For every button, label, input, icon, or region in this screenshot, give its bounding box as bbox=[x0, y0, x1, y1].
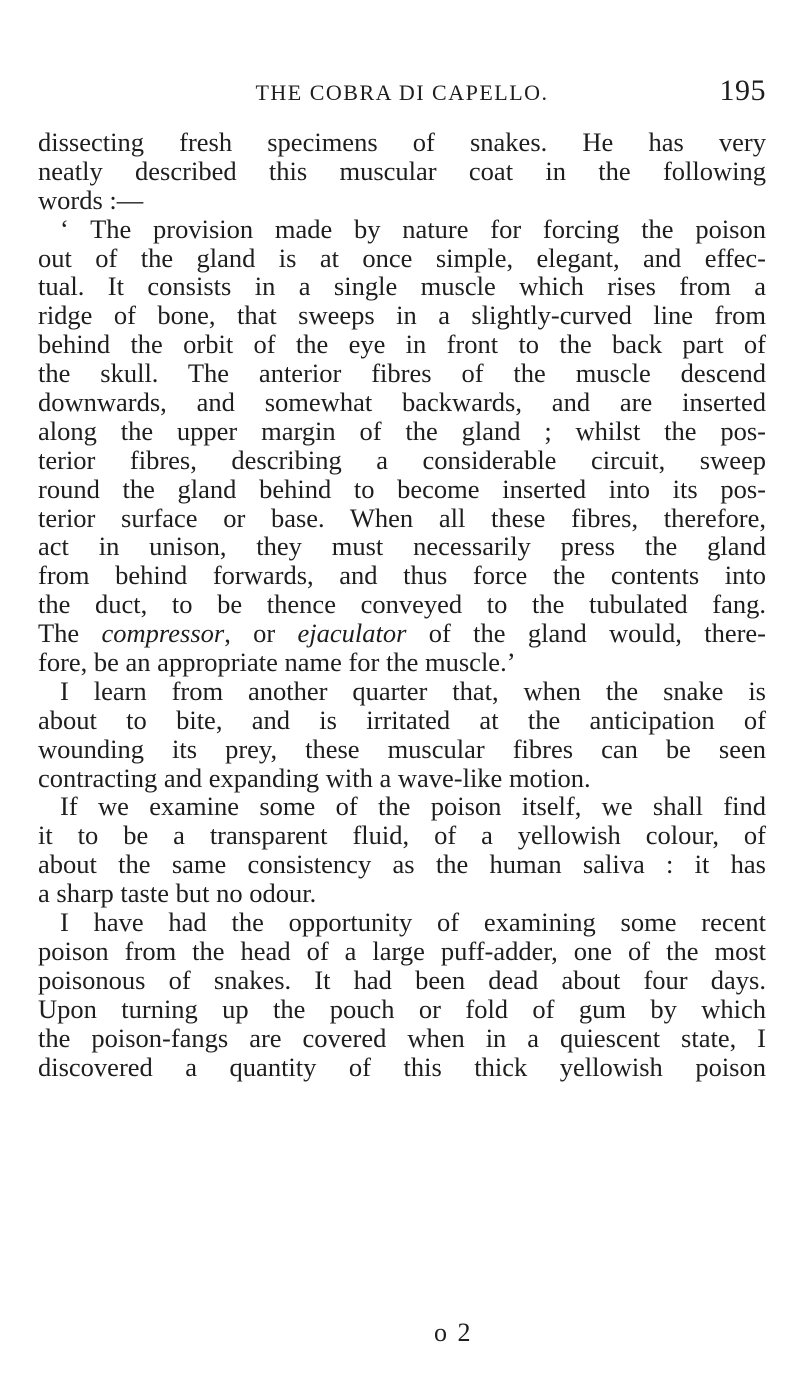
text-line: the skull. The anterior fibres of the muscle descend bbox=[38, 358, 766, 389]
text-line: I learn from another quarter that, when the snake is bbox=[60, 675, 766, 706]
text-line: discovered a quantity of this thick yellowish poison bbox=[38, 1051, 766, 1082]
text-line: ridge of bone, that sweeps in a slightly-curved line from bbox=[38, 300, 766, 331]
text-line: Upon turning up the pouch or fold of gum by which bbox=[38, 993, 766, 1024]
body-text bbox=[38, 128, 766, 1081]
text-line: poisonous of snakes. It had been dead about four days. bbox=[38, 964, 766, 995]
text-line: wounding its prey, these muscular fibres can be seen bbox=[38, 733, 766, 764]
text-line: If we examine some of the poison itself, we shall find bbox=[60, 791, 766, 822]
page-number: 195 bbox=[719, 74, 766, 107]
text-line: a sharp taste but no odour. bbox=[38, 878, 317, 909]
text-line: words :— bbox=[38, 184, 144, 215]
text-line: The compressor, or ejaculator of the gland would, there- bbox=[38, 618, 766, 649]
text-line: out of the gland is at once simple, elegant, and effec- bbox=[38, 242, 766, 273]
text-line: dissecting fresh specimens of snakes. He has very bbox=[38, 127, 766, 157]
text-line: poison from the head of a large puff-adder, one of the most bbox=[38, 935, 766, 966]
text-line: neatly described this muscular coat in the following bbox=[38, 155, 766, 186]
text-line: act in unison, they must necessarily press the gland bbox=[38, 531, 766, 562]
text-line: contracting and expanding with a wave-like motion. bbox=[38, 762, 591, 793]
text-line: about to bite, and is irritated at the anticipation of bbox=[38, 704, 766, 735]
text-line: round the gland behind to become inserted into its pos- bbox=[38, 473, 766, 504]
text-line: from behind forwards, and thus force the contents into bbox=[38, 560, 766, 591]
text-line: I have had the opportunity of examining some recent bbox=[60, 907, 766, 938]
text-line: it to be a transparent fluid, of a yellowish colour, of bbox=[38, 820, 766, 851]
text-line: downwards, and somewhat backwards, and are inserted bbox=[38, 387, 766, 418]
text-line: ‘ The provision made by nature for forcing the poison bbox=[60, 213, 766, 244]
text-line: tual. It consists in a single muscle which rises from a bbox=[38, 271, 766, 302]
text-line: terior surface or base. When all these fibres, therefore, bbox=[38, 502, 766, 533]
running-head bbox=[38, 70, 766, 110]
text-line: the duct, to be thence conveyed to the tubulated fang. bbox=[38, 589, 766, 620]
text-line: the poison-fangs are covered when in a quiescent state, I bbox=[38, 1022, 766, 1053]
book-page bbox=[38, 0, 766, 1375]
signature-mark: o 2 bbox=[434, 1318, 473, 1347]
text-line: behind the orbit of the eye in front to the back part of bbox=[38, 329, 766, 360]
text-line: about the same consistency as the human saliva : it has bbox=[38, 849, 766, 880]
text-line: along the upper margin of the gland ; whilst the pos- bbox=[38, 415, 766, 446]
text-line: fore, be an appropriate name for the muscle.’ bbox=[38, 647, 516, 678]
running-title: THE COBRA DI CAPELLO. bbox=[255, 80, 549, 105]
text-line: terior fibres, describing a considerable circuit, sweep bbox=[38, 444, 766, 475]
